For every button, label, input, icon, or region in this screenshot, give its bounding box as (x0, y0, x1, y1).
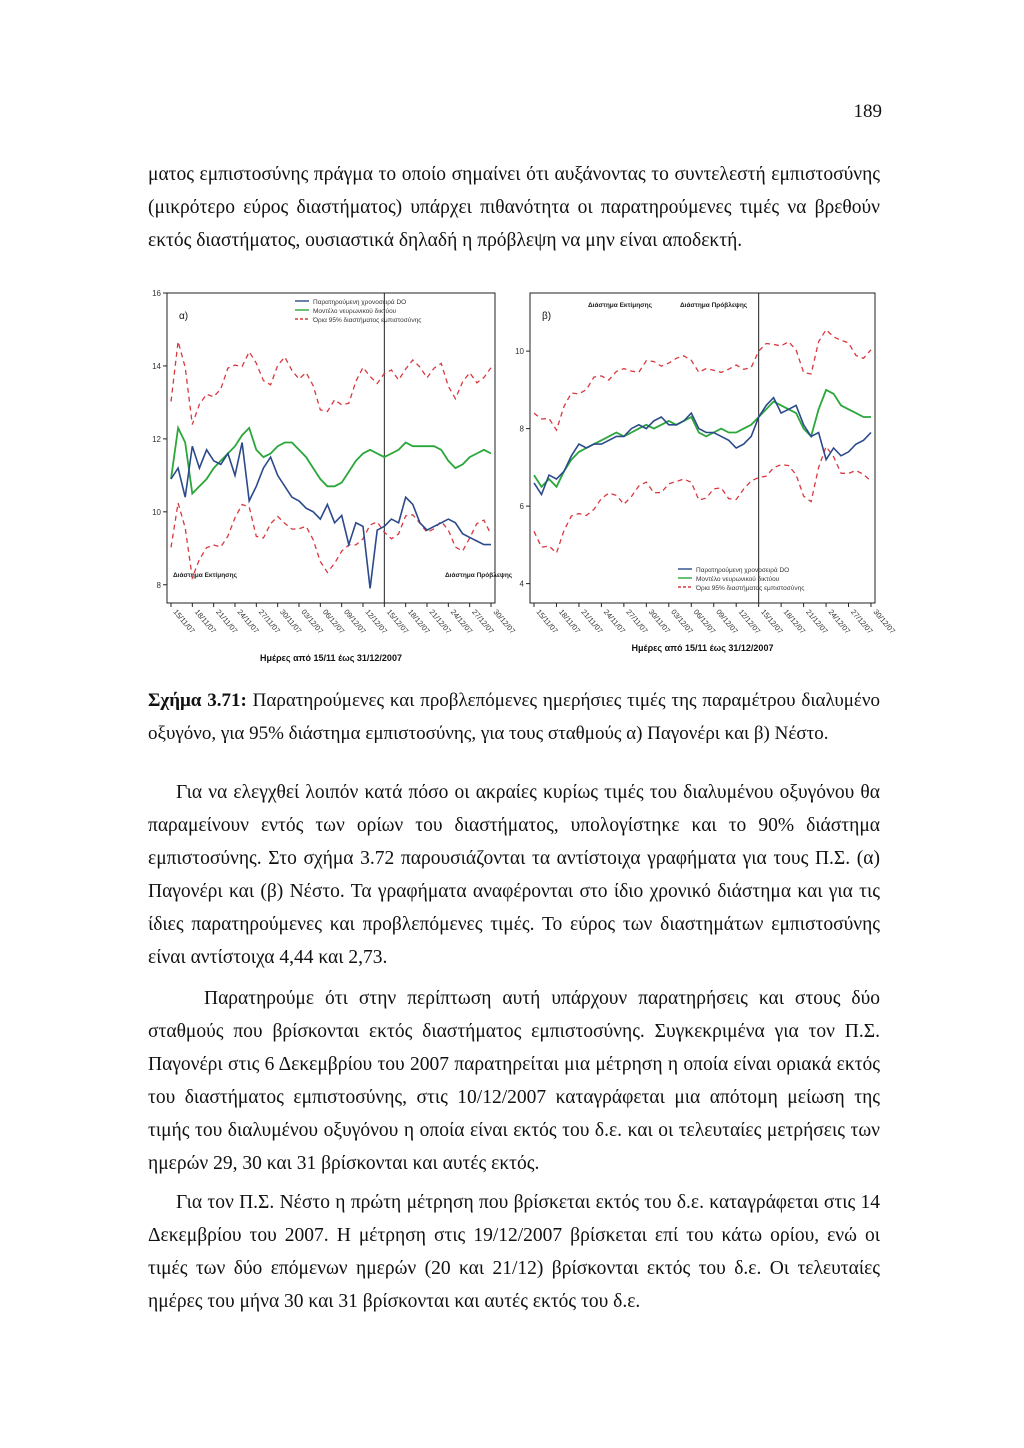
y-tick-label: 6 (519, 502, 524, 512)
y-tick-label: 12 (152, 434, 161, 444)
y-tick-label: 10 (515, 347, 524, 357)
estimation-label: Διάστημα Εκτίμησης (588, 302, 652, 309)
legend-entry: Όρια 95% διαστήματος εμπιστοσύνης (696, 585, 805, 592)
x-tick-label: 27/11/07 (256, 607, 283, 636)
body-paragraph-3: Για τον Π.Σ. Νέστο η πρώτη μέτρηση που βρίσκεται εκτός του δ.ε. καταγράφεται στις 14 Δεκεμβρίου του 2007. Η μέτρηση στις 19/12/2007 βρίσκεται επί του κάτω ορίου, ενώ οι τιμές των δύο επόμενων ημερών (20 και 21/12) βρίσκονται εκτός του δ.ε. Οι τελευταίες ημέρες του μήνα 30 και 31 βρίσκονται και αυτές εκτός του δ.ε. (148, 1192, 880, 1312)
lower-limit-line (534, 447, 871, 553)
x-tick-label: 18/11/07 (192, 607, 219, 636)
observed-series-line (534, 398, 871, 495)
panel-label: α) (179, 311, 189, 322)
upper-limit-line (534, 330, 871, 430)
x-tick-label: 27/11/07 (624, 607, 650, 636)
x-tick-label: 30/11/07 (646, 607, 673, 636)
x-axis-title: Ημέρες από 15/11 έως 31/12/2007 (260, 653, 402, 663)
x-tick-label: 21/12/07 (804, 607, 830, 636)
x-tick-label: 15/12/07 (384, 607, 411, 636)
top-paragraph: ματος εμπιστοσύνης πράγμα το οποίο σημαίνει ότι αυξάνοντας το συντελεστή εμπιστοσύνης (μικρότερο εύρος διαστήματος) υπάρχει πιθανότητα οι παρατηρούμενες τιμές να βρεθούν εκτός διαστήματος, ουσιαστικά δηλαδή η πρόβλεψη να μην είναι αποδεκτή. (148, 164, 880, 251)
forecast-label: Διάστημα Πρόβλεψης (445, 572, 513, 579)
x-tick-label: 15/12/07 (759, 607, 785, 636)
legend-entry: Μοντέλο νευρωνικού δικτύου (313, 308, 397, 315)
x-tick-label: 12/12/07 (736, 607, 763, 636)
x-tick-label: 09/12/07 (714, 607, 740, 636)
x-tick-label: 21/12/07 (427, 607, 454, 636)
x-tick-label: 12/12/07 (363, 607, 390, 636)
chart-nesto (500, 285, 898, 665)
panel-label: β) (542, 311, 552, 322)
y-tick-label: 16 (152, 289, 161, 298)
chart-pagoneri (145, 285, 518, 665)
x-tick-label: 30/11/07 (278, 607, 304, 636)
x-tick-label: 21/11/07 (214, 607, 240, 636)
y-tick-label: 10 (152, 507, 161, 517)
figure-a (145, 285, 518, 670)
x-tick-label: 27/12/07 (849, 607, 875, 636)
forecast-label: Διάστημα Πρόβλεψης (680, 302, 748, 309)
x-tick-label: 03/12/07 (669, 607, 695, 636)
legend-entry: Παρατηρούμενη χρονοσειρά DO (313, 299, 407, 306)
x-tick-label: 24/12/07 (448, 607, 475, 636)
x-tick-label: 06/12/07 (691, 607, 718, 636)
x-tick-label: 18/11/07 (556, 607, 583, 636)
model-series-line (171, 428, 491, 494)
x-tick-label: 09/12/07 (342, 607, 368, 636)
x-tick-label: 15/11/07 (534, 607, 560, 636)
y-tick-label: 8 (519, 424, 524, 434)
caption-text: Παρατηρούμενες και προβλεπόμενες ημερήσιες τιμές της παραμέτρου διαλυμένο οξυγόνο, για 95% διάστημα εμπιστοσύνης, για τους σταθμούς α) Παγονέρι και β) Νέστο. (148, 690, 880, 744)
y-tick-label: 4 (519, 579, 524, 589)
x-tick-label: 24/11/07 (235, 607, 261, 636)
body-paragraph-2: Παρατηρούμε ότι στην περίπτωση αυτή υπάρχουν παρατηρήσεις και στους δύο σταθμούς που βρίσκονται εκτός διαστήματος εμπιστοσύνης. Συγκεκριμένα για τον Π.Σ. Παγονέρι στις 6 Δεκεμβρίου του 2007 παρατηρείται μια μέτρηση η οποία είναι οριακά εκτός του διαστήματος εμπιστοσύνης, στις 10/12/2007 καταγράφεται μια απότομη μείωση της τιμής του διαλυμένου οξυγόνου η οποία είναι εκτός του δ.ε. και οι τελευταίες μετρήσεις των ημερών 29, 30 και 31 βρίσκονται και αυτές εκτός. (148, 988, 880, 1174)
upper-limit-line (171, 341, 491, 424)
figure-caption (148, 684, 880, 750)
x-tick-label: 06/12/07 (320, 607, 347, 636)
figure-b (500, 285, 898, 670)
x-tick-label: 03/12/07 (299, 607, 326, 636)
legend-entry: Μοντέλο νευρωνικού δικτύου (696, 576, 780, 583)
x-tick-label: 21/11/07 (579, 607, 605, 636)
estimation-label: Διάστημα Εκτίμησης (173, 572, 237, 579)
y-tick-label: 8 (156, 580, 161, 590)
x-tick-label: 15/11/07 (171, 607, 197, 636)
observed-series-line (171, 443, 491, 589)
page-number: 189 (853, 101, 882, 122)
caption-label: Σχήμα 3.71: (148, 690, 247, 711)
legend-entry: Όρια 95% διαστήματος εμπιστοσύνης (313, 317, 422, 324)
x-tick-label: 24/12/07 (826, 607, 853, 636)
body-paragraph-1: Για να ελεγχθεί λοιπόν κατά πόσο οι ακραίες κυρίως τιμές του διαλυμένου οξυγόνου θα παραμείνουν εντός των ορίων του διαστήματος, υπολογίστηκε και το 90% διάστημα εμπιστοσύνης. Στο σχήμα 3.72 παρουσιάζονται τα αντίστοιχα γραφήματα για τους Π.Σ. (α) Παγονέρι και (β) Νέστο. Τα γραφήματα αναφέρονται στο ίδιο χρονικό διάστημα και για τις ίδιες παρατηρούμενες και προβλεπόμενες τιμές. Το εύρος των διαστημάτων εμπιστοσύνης είναι αντίστοιχα 4,44 και 2,73. (148, 782, 880, 968)
x-axis-title: Ημέρες από 15/11 έως 31/12/2007 (631, 643, 774, 653)
legend-entry: Παρατηρούμενη χρονοσειρά DO (696, 567, 790, 574)
x-tick-label: 24/11/07 (601, 607, 628, 636)
x-tick-label: 30/12/07 (871, 607, 898, 636)
plot-frame (167, 293, 495, 603)
x-tick-label: 27/12/07 (470, 607, 496, 636)
y-tick-label: 14 (152, 361, 161, 371)
x-tick-label: 30/12/07 (491, 607, 518, 636)
x-tick-label: 18/12/07 (781, 607, 808, 636)
x-tick-label: 18/12/07 (406, 607, 432, 636)
